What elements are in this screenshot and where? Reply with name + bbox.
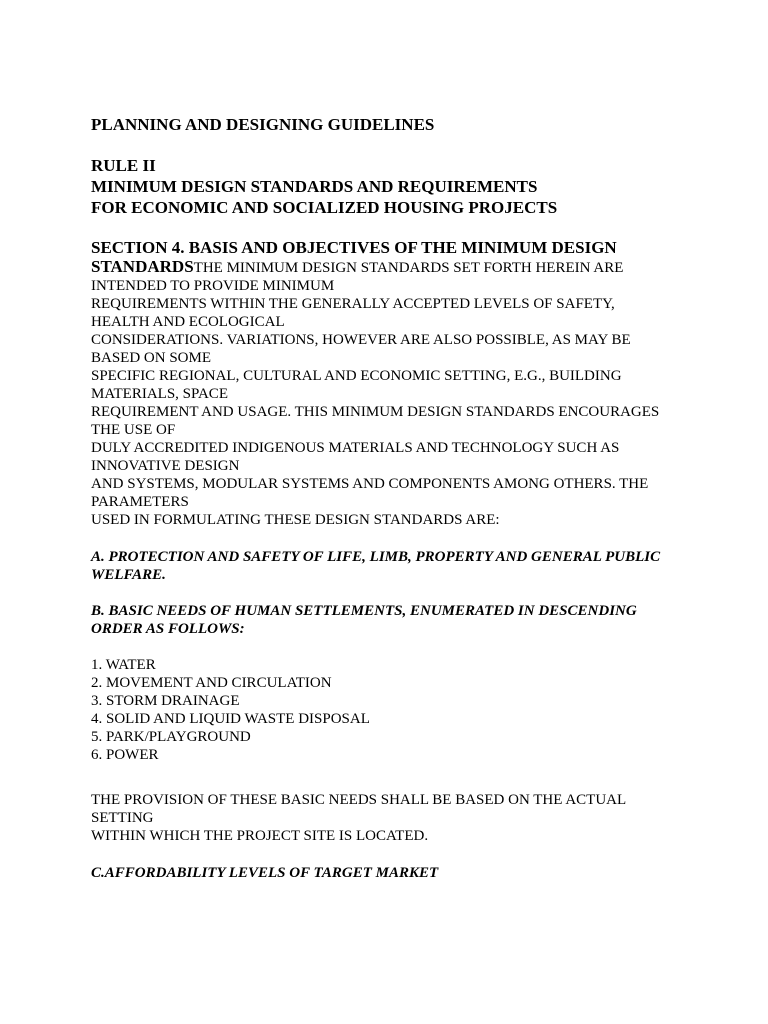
section-body-line: BASED ON SOME — [91, 350, 212, 366]
item-b — [91, 602, 681, 638]
item-a-line-1: A. PROTECTION AND SAFETY OF LIFE, LIMB, PROPERTY AND GENERAL PUBLIC — [91, 549, 661, 565]
section-body-line: HEALTH AND ECOLOGICAL — [91, 314, 285, 330]
list-item: 4. SOLID AND LIQUID WASTE DISPOSAL — [91, 711, 370, 727]
item-a-line-2: WELFARE. — [91, 567, 166, 583]
item-b-line-2: ORDER AS FOLLOWS: — [91, 621, 245, 637]
rule-title-line-1: MINIMUM DESIGN STANDARDS AND REQUIREMENTS — [91, 177, 538, 196]
section-body-line: USED IN FORMULATING THESE DESIGN STANDARDS ARE: — [91, 512, 500, 528]
list-item: 2. MOVEMENT AND CIRCULATION — [91, 675, 332, 691]
basic-needs-list — [91, 656, 681, 764]
section-body-line: AND SYSTEMS, MODULAR SYSTEMS AND COMPONENTS AMONG OTHERS. THE — [91, 476, 649, 492]
provision-line-3: WITHIN WHICH THE PROJECT SITE IS LOCATED. — [91, 828, 429, 844]
section-heading-line-1: SECTION 4. BASIS AND OBJECTIVES OF THE MINIMUM DESIGN — [91, 238, 617, 257]
section-body-line: THE USE OF — [91, 422, 176, 438]
provision-line-2: SETTING — [91, 810, 154, 826]
provision-paragraph — [91, 791, 681, 845]
section-4 — [91, 238, 681, 529]
section-body-line: INTENDED TO PROVIDE MINIMUM — [91, 278, 335, 294]
section-body-line: REQUIREMENTS WITHIN THE GENERALLY ACCEPTED LEVELS OF SAFETY, — [91, 296, 615, 312]
list-item: 1. WATER — [91, 657, 156, 673]
section-body-line: MATERIALS, SPACE — [91, 386, 228, 402]
document-title: PLANNING AND DESIGNING GUIDELINES — [91, 115, 435, 134]
section-body-line — [91, 258, 681, 277]
section-body-line: INNOVATIVE DESIGN — [91, 458, 240, 474]
section-body-line: CONSIDERATIONS. VARIATIONS, HOWEVER ARE ALSO POSSIBLE, AS MAY BE — [91, 332, 631, 348]
rule-heading — [91, 155, 681, 218]
item-a — [91, 548, 681, 584]
provision-line-1: THE PROVISION OF THESE BASIC NEEDS SHALL BE BASED ON THE ACTUAL — [91, 792, 627, 808]
section-heading-line-2: STANDARDS — [91, 257, 194, 276]
rule-number: RULE II — [91, 156, 156, 175]
item-c: C.AFFORDABILITY LEVELS OF TARGET MARKET — [91, 865, 439, 881]
rule-title-line-2: FOR ECONOMIC AND SOCIALIZED HOUSING PROJECTS — [91, 198, 558, 217]
list-item: 6. POWER — [91, 747, 159, 763]
item-b-line-1: B. BASIC NEEDS OF HUMAN SETTLEMENTS, ENUMERATED IN DESCENDING — [91, 603, 637, 619]
section-body-line: REQUIREMENT AND USAGE. THIS MINIMUM DESIGN STANDARDS ENCOURAGES — [91, 404, 660, 420]
section-body-line: DULY ACCREDITED INDIGENOUS MATERIALS AND TECHNOLOGY SUCH AS — [91, 440, 620, 456]
section-body-line: PARAMETERS — [91, 494, 189, 510]
section-body-text: THE MINIMUM DESIGN STANDARDS SET FORTH HEREIN ARE — [193, 260, 624, 276]
list-item: 3. STORM DRAINAGE — [91, 693, 240, 709]
section-body-line: SPECIFIC REGIONAL, CULTURAL AND ECONOMIC SETTING, E.G., BUILDING — [91, 368, 622, 384]
document-page — [91, 114, 681, 882]
list-item: 5. PARK/PLAYGROUND — [91, 729, 251, 745]
